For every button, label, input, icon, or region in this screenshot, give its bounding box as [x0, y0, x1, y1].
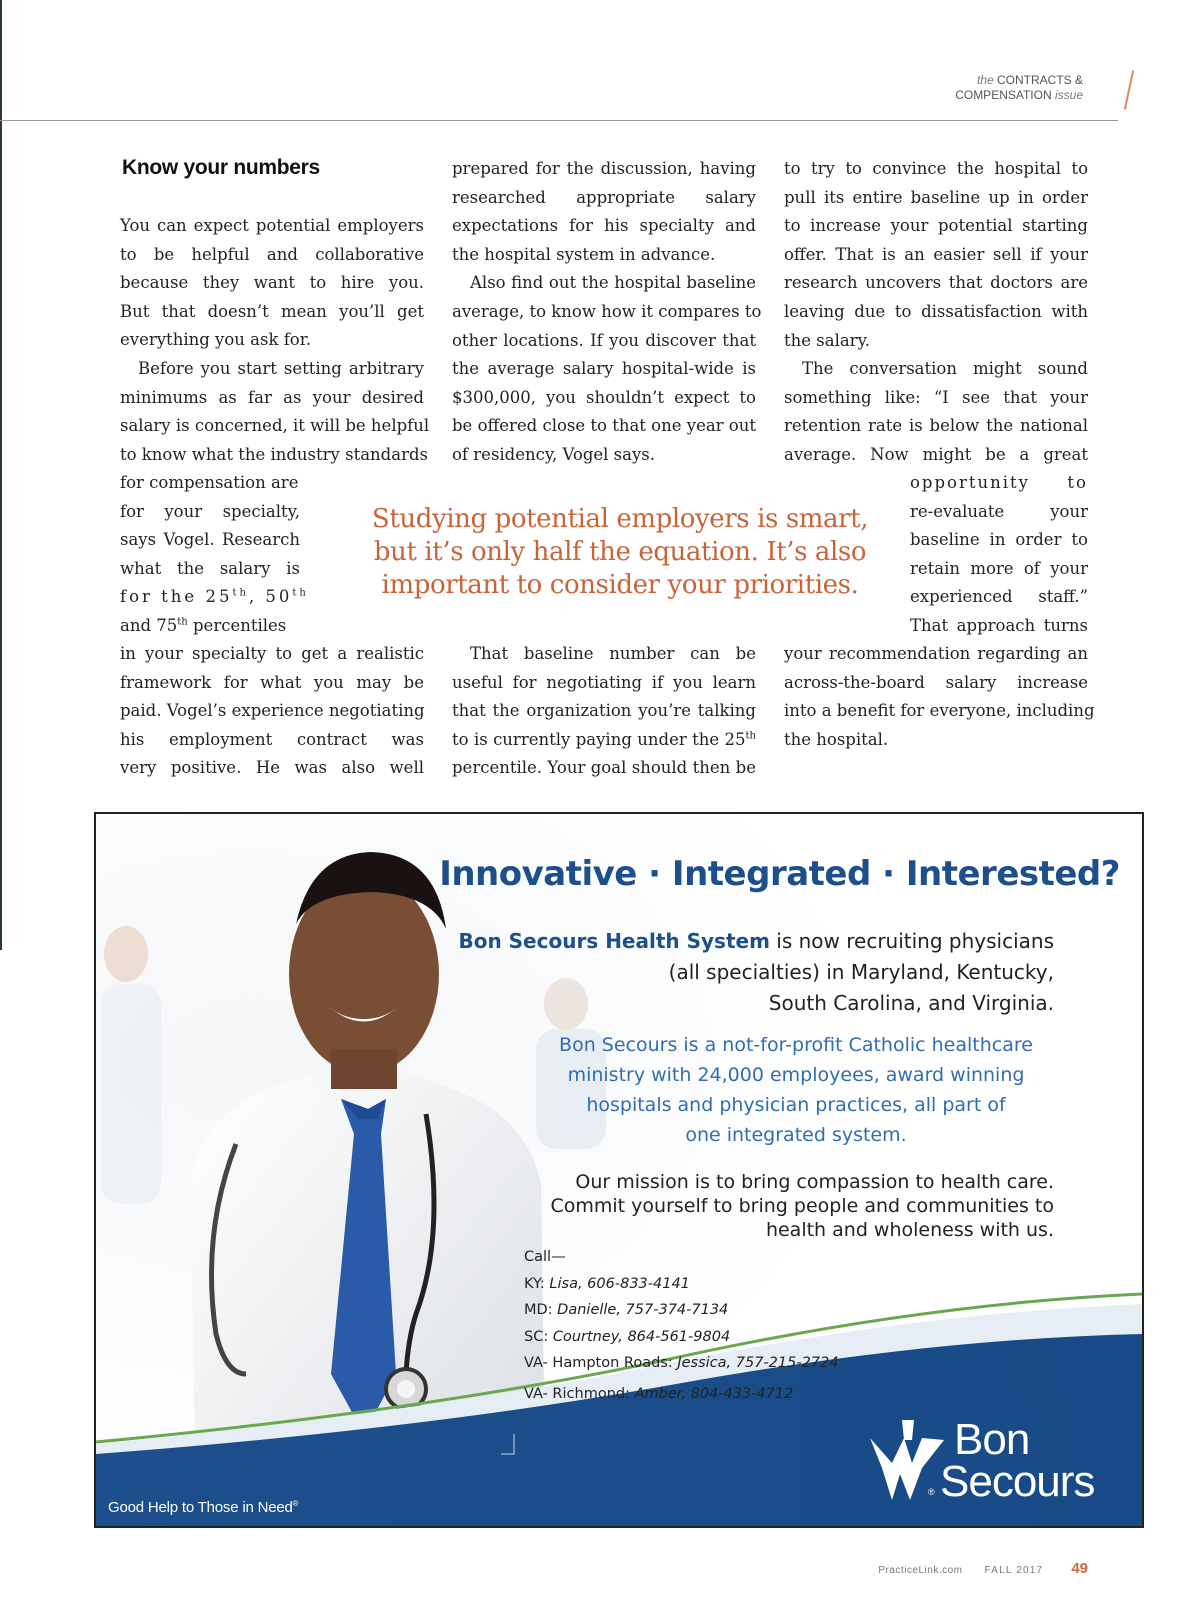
ad-text-line: Our mission is to bring compassion to health care. [575, 1171, 1054, 1193]
superscript: th [177, 616, 188, 628]
contact-person: Lisa, 606-833-4141 [549, 1275, 690, 1292]
header-accent-slash [1124, 70, 1134, 110]
text-line: because they want to hire you. [120, 273, 424, 293]
superscript: th [745, 730, 756, 742]
text-line: something like: “I see that your [784, 387, 1088, 407]
text-line: to know what the industry standards [120, 444, 428, 464]
header-rule [0, 120, 1118, 121]
footer-issue: FALL 2017 [984, 1565, 1044, 1576]
pull-quote-line: but it’s only half the equation. It’s also [373, 537, 867, 567]
article-column-1-bottom [120, 640, 424, 783]
text-line: $300,000, you shouldn’t expect to [452, 387, 756, 407]
ad-text-line: Commit yourself to bring people and communities to [550, 1195, 1054, 1217]
contact-region: VA- Richmond: [524, 1385, 630, 1402]
article-column-3 [784, 155, 1088, 470]
text-line: Before you start setting arbitrary [138, 358, 424, 378]
logo-word-bon: Bon [954, 1415, 1030, 1464]
text-line: researched appropriate salary [452, 187, 756, 207]
text-line: expectations for his specialty and [452, 216, 756, 236]
article-column-2 [452, 155, 762, 470]
ad-text-line: Bon Secours is a not-for-profit Catholic healthcare [559, 1034, 1033, 1056]
text-line: Also find out the hospital baseline [470, 273, 756, 293]
text-line: You can expect potential employers [120, 216, 424, 235]
text-line: to try to convince the hospital to [784, 159, 1088, 178]
contact-region: KY: [524, 1275, 545, 1292]
text-line: be offered close to that one year out [452, 416, 756, 436]
text-line: the salary. [784, 330, 870, 350]
contact-item [524, 1381, 944, 1408]
text-line: in your specialty to get a realistic [120, 644, 424, 663]
ad-text-line: (all specialties) in Maryland, Kentucky, [668, 960, 1054, 984]
text-line: The conversation might sound [802, 359, 1088, 379]
text-line: other locations. If you discover that [452, 330, 756, 350]
logo-word-secours: Secours [940, 1457, 1095, 1506]
text-fragment: for the 25 [120, 587, 233, 607]
text-line: salary is concerned, it will be helpful [120, 416, 430, 436]
text-line: That baseline number can be [470, 644, 756, 663]
contact-item [524, 1324, 944, 1351]
article-column-1-narrow [120, 469, 309, 641]
text-line: research uncovers that doctors are [784, 273, 1088, 293]
text-line: re-evaluate your [910, 501, 1088, 521]
logo-mark-icon [862, 1418, 952, 1508]
text-line: useful for negotiating if you learn [452, 672, 756, 692]
text-line: that the organization you’re talking [452, 701, 756, 721]
text-line: what the salary is [120, 558, 300, 578]
text-line: But that doesn’t mean you’ll get [120, 301, 424, 321]
ad-mission-text [494, 1170, 1054, 1242]
text-fragment: percentiles [187, 615, 287, 635]
text-line: says Vogel. Research [120, 530, 300, 550]
contact-person: Amber, 804-433-4712 [634, 1385, 794, 1402]
text-line: everything you ask for. [120, 330, 312, 350]
text-line [452, 726, 756, 755]
text-line: opportunity to [910, 473, 1088, 492]
header-prefix: the [976, 73, 994, 87]
contact-person: Courtney, 864-561-9804 [552, 1328, 731, 1345]
text-line: offer. That is an easier sell if your [784, 244, 1088, 264]
text-line: average. Now might be a great [784, 444, 1088, 464]
text-line: baseline in order to [910, 530, 1088, 550]
text-line: That approach turns [910, 615, 1088, 635]
contact-region: SC: [524, 1328, 549, 1345]
section-heading: Know your numbers [122, 156, 320, 179]
contact-person: Danielle, 757-374-7134 [557, 1302, 729, 1318]
contact-list [524, 1244, 944, 1407]
background-person [104, 926, 148, 982]
ad-tagline [108, 1499, 298, 1516]
contact-item [524, 1271, 944, 1298]
text-line: minimums as far as your desired [120, 387, 424, 407]
page-edge-bar [0, 0, 2, 950]
article-column-3-narrow [910, 469, 1088, 641]
text-line: leaving due to dissatisfaction with [784, 301, 1088, 321]
text-line: for your specialty, [120, 501, 300, 521]
contact-region: MD: [524, 1302, 553, 1318]
header-line1: CONTRACTS & [996, 73, 1083, 87]
text-line: average, to know how it compares to [452, 301, 762, 321]
ad-text-line: South Carolina, and Virginia. [768, 991, 1054, 1015]
contact-item [524, 1297, 944, 1324]
text-fragment: to is currently paying under the 25 [452, 729, 746, 749]
text-line [120, 612, 300, 641]
ad-recruiting-text [454, 926, 1054, 1019]
ad-headline: Innovative · Integrated · Interested? [439, 854, 1120, 894]
pull-quote-line: important to consider your priorities. [381, 570, 859, 600]
footer-site: PracticeLink.com [878, 1565, 963, 1576]
text-line: his employment contract was [120, 729, 424, 749]
pull-quote [370, 503, 870, 602]
contact-item [524, 1350, 944, 1377]
registered-mark: ® [292, 1499, 299, 1508]
text-fragment: , 50 [248, 587, 293, 607]
call-label: Call— [524, 1249, 566, 1265]
text-line: the hospital system in advance. [452, 244, 716, 264]
text-fragment: and 75 [120, 615, 178, 635]
text-line: framework for what you may be [120, 672, 424, 692]
article-column-1 [120, 212, 430, 469]
text-line: into a benefit for everyone, including [784, 701, 1095, 721]
pull-quote-line: Studying potential employers is smart, [371, 504, 869, 534]
text-line: for compensation are [120, 473, 299, 492]
text-line [120, 583, 309, 612]
text-line: pull its entire baseline up in order [784, 187, 1088, 207]
bon-secours-logo [862, 1412, 1132, 1512]
text-line: retain more of your [910, 558, 1088, 578]
text-line: the average salary hospital-wide is [452, 359, 756, 379]
text-line: across-the-board salary increase [784, 672, 1088, 692]
issue-header [955, 73, 1083, 103]
text-line: your recommendation regarding an [784, 644, 1088, 663]
text-line: prepared for the discussion, having [452, 159, 756, 178]
page-number: 49 [1071, 1560, 1088, 1577]
superscript: th [292, 587, 309, 599]
ad-text-fragment: is now recruiting physicians [769, 929, 1054, 953]
text-line: the hospital. [784, 729, 889, 749]
header-line2: COMPENSATION [955, 88, 1052, 102]
header-suffix: issue [1054, 88, 1083, 102]
text-line: of residency, Vogel says. [452, 444, 656, 464]
bon-secours-advertisement [94, 812, 1144, 1528]
ad-text-line: ministry with 24,000 employees, award winning [567, 1064, 1025, 1086]
text-line: percentile. Your goal should then be [452, 758, 756, 778]
text-line: to be helpful and collaborative [120, 244, 424, 264]
text-line: to increase your potential starting [784, 216, 1088, 236]
superscript: th [232, 587, 249, 599]
logo-registered-mark: ® [928, 1487, 934, 1497]
contact-person: Jessica, 757-215-2724 [677, 1355, 839, 1371]
text-line: experienced staff.” [910, 587, 1088, 607]
ad-text-line: health and wholeness with us. [765, 1219, 1054, 1241]
article-column-2-bottom [452, 640, 756, 783]
page-footer [878, 1560, 1088, 1577]
text-line: very positive. He was also well [120, 758, 424, 778]
text-line: paid. Vogel’s experience negotiating [120, 701, 425, 721]
ad-about-text [536, 1030, 1056, 1150]
article-column-3-bottom [784, 640, 1095, 754]
ad-text-line: one integrated system. [685, 1124, 907, 1146]
ad-text-line: hospitals and physician practices, all part of [586, 1094, 1006, 1116]
organization-name: Bon Secours Health System [458, 929, 770, 953]
text-line: retention rate is below the national [784, 416, 1088, 436]
contact-region: VA- Hampton Roads: [524, 1355, 673, 1371]
tagline-text: Good Help to Those in Need [108, 1499, 293, 1516]
